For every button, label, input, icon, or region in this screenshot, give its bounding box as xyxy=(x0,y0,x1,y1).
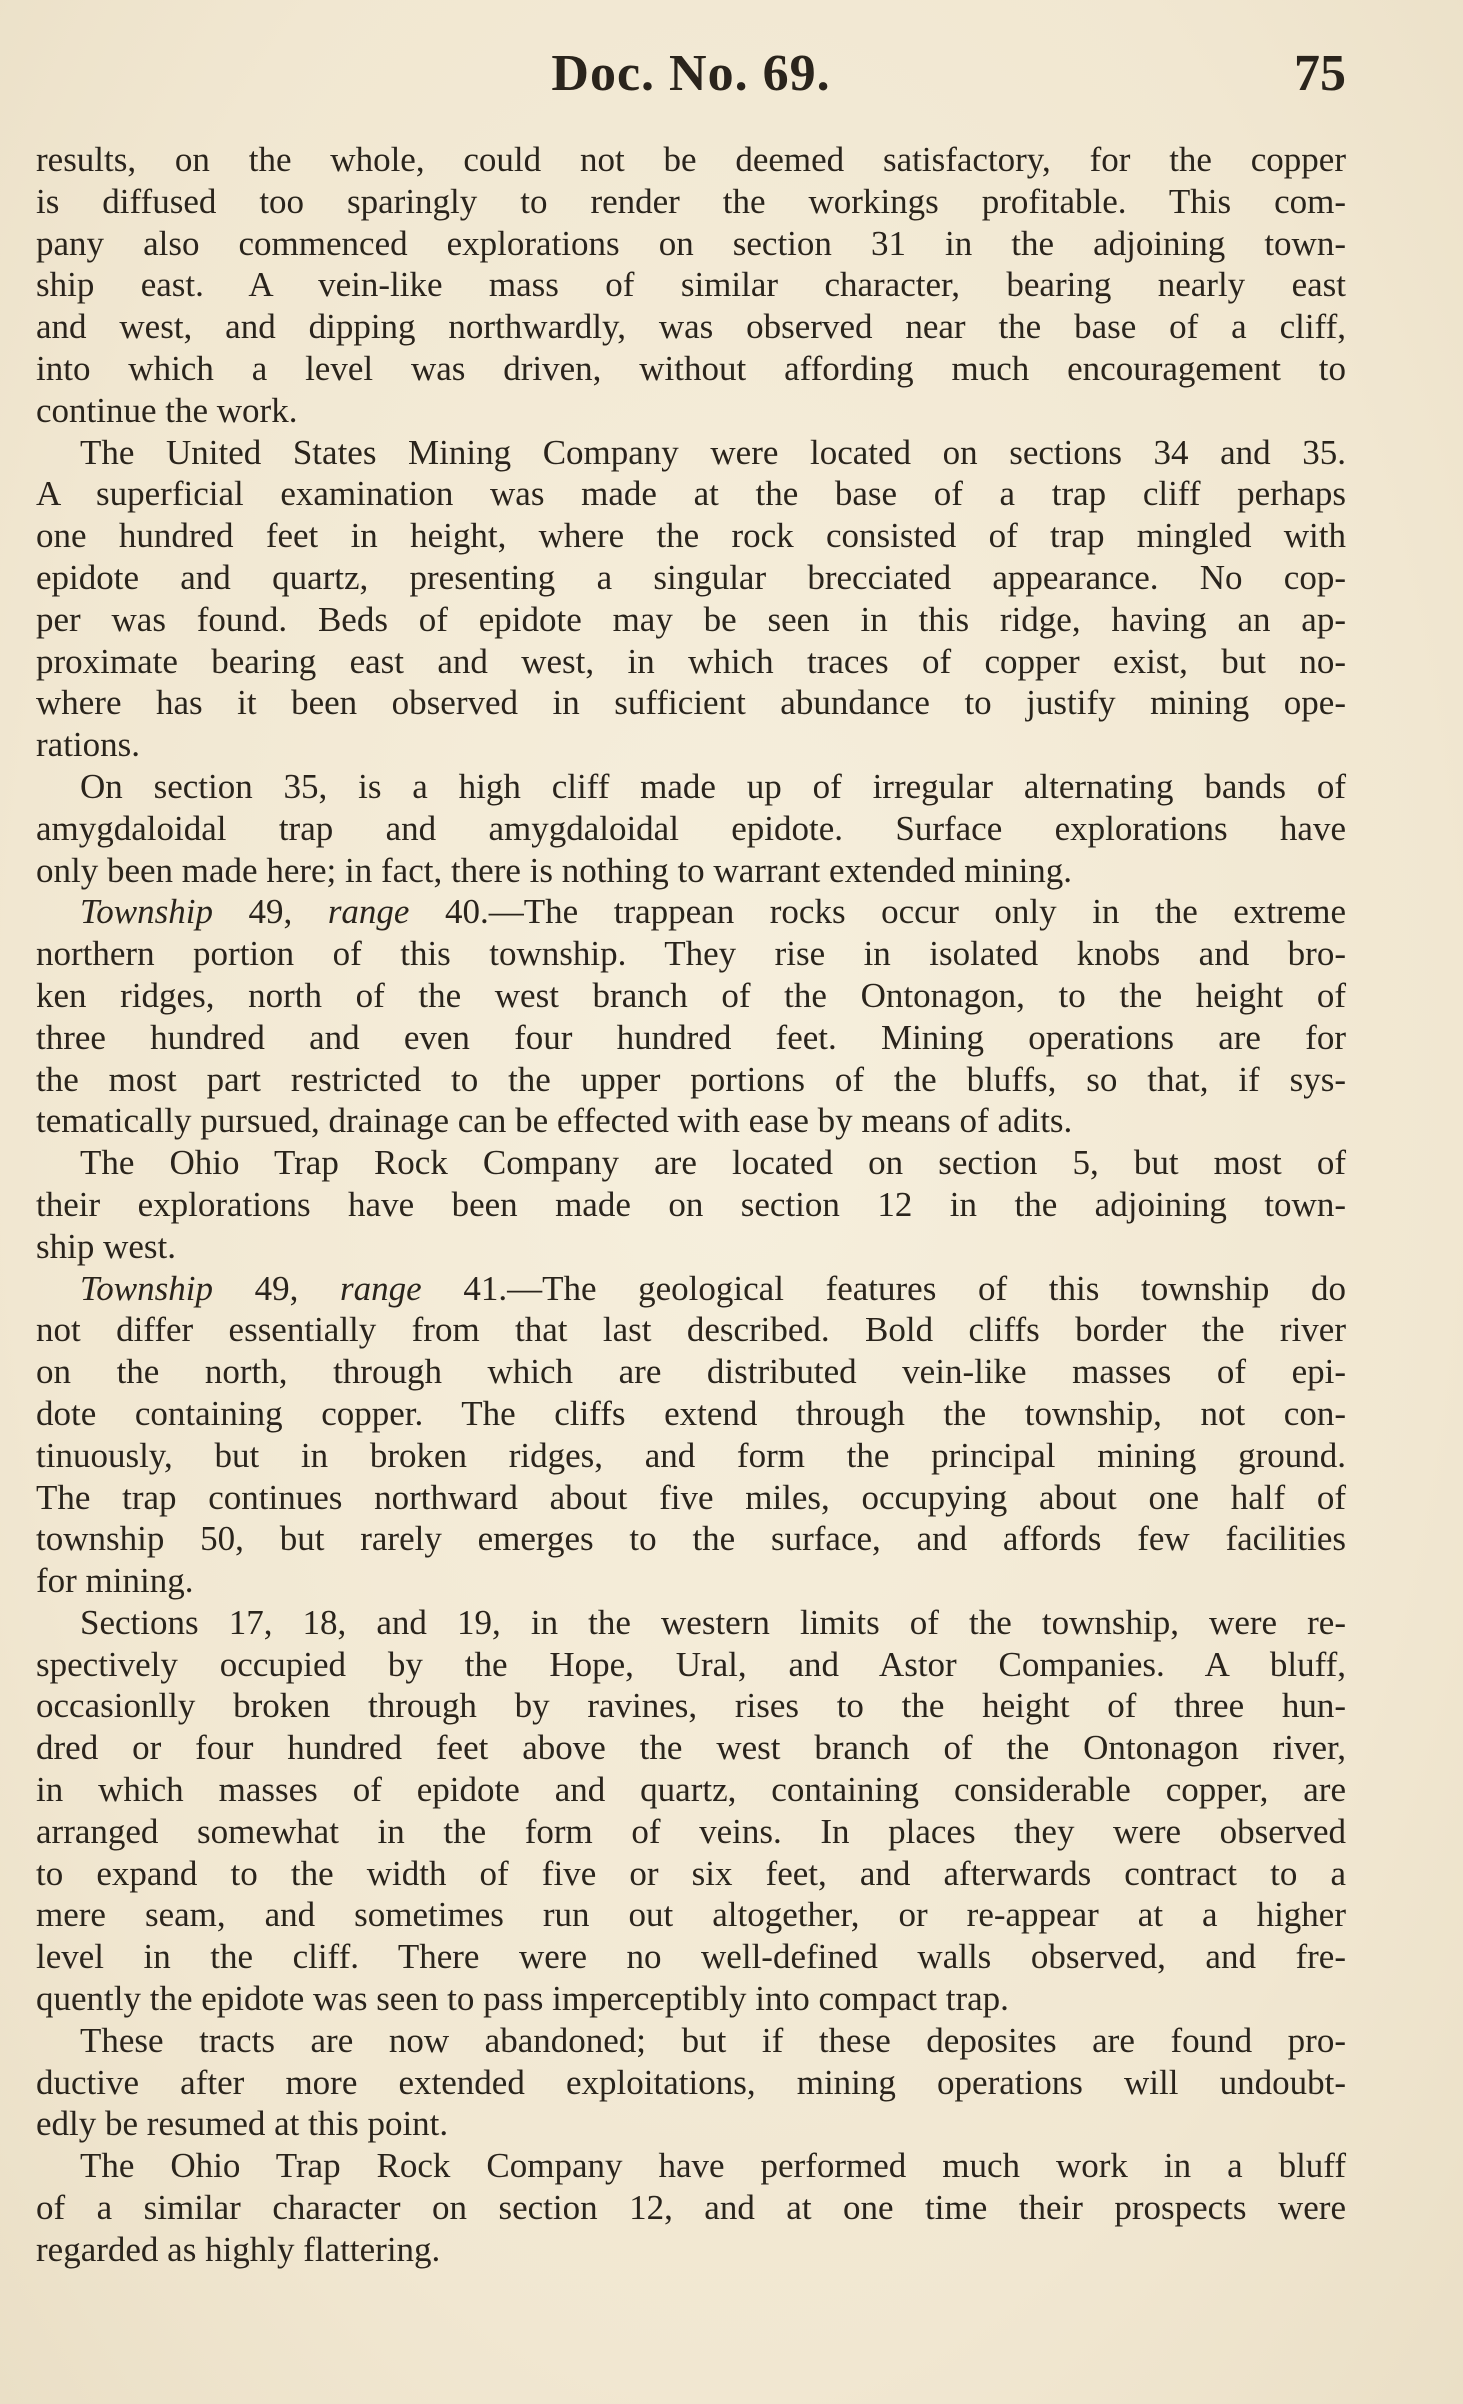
text-line: tematically pursued, drainage can be effected with ease by means of adits. xyxy=(36,1101,1073,1141)
text-line: tinuously, but in broken ridges, and form the principal mining ground. xyxy=(36,1435,1346,1475)
text-line: into which a level was driven, without affording much encouragement to xyxy=(36,348,1346,388)
text-line: where has it been observed in sufficient abundance to justify mining ope- xyxy=(36,683,1346,723)
text-line: per was found. Beds of epidote may be seen in this ridge, having an ap- xyxy=(36,599,1346,639)
italic-run: range xyxy=(340,1268,422,1308)
paragraph xyxy=(36,2145,1346,2270)
text-line: ship east. A vein-like mass of similar character, bearing nearly east xyxy=(36,265,1346,305)
text-line: for mining. xyxy=(36,1561,194,1601)
text-line: the most part restricted to the upper portions of the bluffs, so that, if sys- xyxy=(36,1059,1346,1099)
italic-run: Township xyxy=(80,1268,213,1308)
page-number: 75 xyxy=(1294,45,1346,102)
text-line: The Ohio Trap Rock Company have performed much work in a bluff xyxy=(80,2146,1346,2186)
text-line: A superficial examination was made at the base of a trap cliff perhaps xyxy=(36,474,1346,514)
italic-run: range xyxy=(327,892,410,932)
paragraph xyxy=(36,891,1346,1142)
text-line: only been made here; in fact, there is nothing to warrant extended mining. xyxy=(36,850,1073,890)
paragraph xyxy=(36,432,1346,766)
text-line: in which masses of epidote and quartz, containing considerable copper, are xyxy=(36,1770,1346,1810)
paragraph xyxy=(36,1602,1346,2020)
text-line: ductive after more extended exploitations, mining operations will undoubt- xyxy=(36,2062,1346,2102)
text-line: on the north, through which are distributed vein-like masses of epi- xyxy=(36,1352,1346,1392)
page-header xyxy=(36,44,1346,104)
text-line: township 50, but rarely emerges to the surface, and affords few facilities xyxy=(36,1519,1346,1559)
paragraph xyxy=(36,2020,1346,2145)
text-line: spectively occupied by the Hope, Ural, and Astor Companies. A bluff, xyxy=(36,1644,1346,1684)
text-line: three hundred and even four hundred feet. Mining operations are for xyxy=(36,1017,1346,1057)
text-line xyxy=(36,891,1346,933)
text-line: edly be resumed at this point. xyxy=(36,2104,449,2144)
text-run: 49, xyxy=(212,892,328,932)
text-line: dote containing copper. The cliffs extend through the township, not con- xyxy=(36,1393,1346,1433)
text-line: epidote and quartz, presenting a singular brecciated appearance. No cop- xyxy=(36,557,1346,597)
paragraph xyxy=(36,766,1346,891)
text-line: ship west. xyxy=(36,1226,176,1266)
text-line: their explorations have been made on section 12 in the adjoining town- xyxy=(36,1184,1346,1224)
text-line: of a similar character on section 12, and at one time their prospects were xyxy=(36,2188,1346,2228)
paragraph xyxy=(36,139,1346,432)
text-line: dred or four hundred feet above the west branch of the Ontonagon river, xyxy=(36,1728,1346,1768)
text-line: level in the cliff. There were no well-defined walls observed, and fre- xyxy=(36,1937,1346,1977)
text-line xyxy=(36,1268,1346,1310)
text-line: not differ essentially from that last described. Bold cliffs border the river xyxy=(36,1310,1346,1350)
text-line: These tracts are now abandoned; but if these deposites are found pro- xyxy=(80,2020,1346,2060)
text-line: The trap continues northward about five miles, occupying about one half of xyxy=(36,1477,1346,1517)
text-line: ken ridges, north of the west branch of the Ontonagon, to the height of xyxy=(36,975,1346,1015)
body-text xyxy=(36,139,1346,2271)
text-line: arranged somewhat in the form of veins. In places they were observed xyxy=(36,1811,1346,1851)
italic-run: Township xyxy=(80,892,213,932)
text-line: pany also commenced explorations on section 31 in the adjoining town- xyxy=(36,223,1346,263)
text-line: and west, and dipping northwardly, was observed near the base of a cliff, xyxy=(36,307,1346,347)
text-run: 40.—The trappean rocks occur only in the extreme xyxy=(409,892,1346,932)
text-line: rations. xyxy=(36,725,141,765)
document-title: Doc. No. 69. xyxy=(551,45,831,102)
text-line: Sections 17, 18, and 19, in the western limits of the township, were re- xyxy=(80,1602,1346,1642)
text-line: regarded as highly flattering. xyxy=(36,2229,441,2269)
text-line: northern portion of this township. They rise in isolated knobs and bro- xyxy=(36,934,1346,974)
text-run: 49, xyxy=(212,1268,341,1308)
text-line: quently the epidote was seen to pass imperceptibly into compact trap. xyxy=(36,1979,1009,2019)
text-line: The Ohio Trap Rock Company are located on section 5, but most of xyxy=(80,1143,1346,1183)
text-line: The United States Mining Company were located on sections 34 and 35. xyxy=(80,432,1346,472)
text-line: mere seam, and sometimes run out altogether, or re-appear at a higher xyxy=(36,1895,1346,1935)
text-line: occasionlly broken through by ravines, rises to the height of three hun- xyxy=(36,1686,1346,1726)
text-line: continue the work. xyxy=(36,390,298,430)
text-run: 41.—The geological features of this township do xyxy=(421,1268,1346,1308)
text-line: is diffused too sparingly to render the workings profitable. This com- xyxy=(36,181,1346,221)
text-line: results, on the whole, could not be deemed satisfactory, for the copper xyxy=(36,140,1346,179)
paragraph xyxy=(36,1142,1346,1267)
text-line: proximate bearing east and west, in which traces of copper exist, but no- xyxy=(36,641,1346,681)
text-line: to expand to the width of five or six feet, and afterwards contract to a xyxy=(36,1853,1346,1893)
text-line: one hundred feet in height, where the rock consisted of trap mingled with xyxy=(36,516,1346,556)
paragraph xyxy=(36,1268,1346,1602)
text-line: On section 35, is a high cliff made up of irregular alternating bands of xyxy=(80,766,1346,806)
text-line: amygdaloidal trap and amygdaloidal epidote. Surface explorations have xyxy=(36,808,1346,848)
